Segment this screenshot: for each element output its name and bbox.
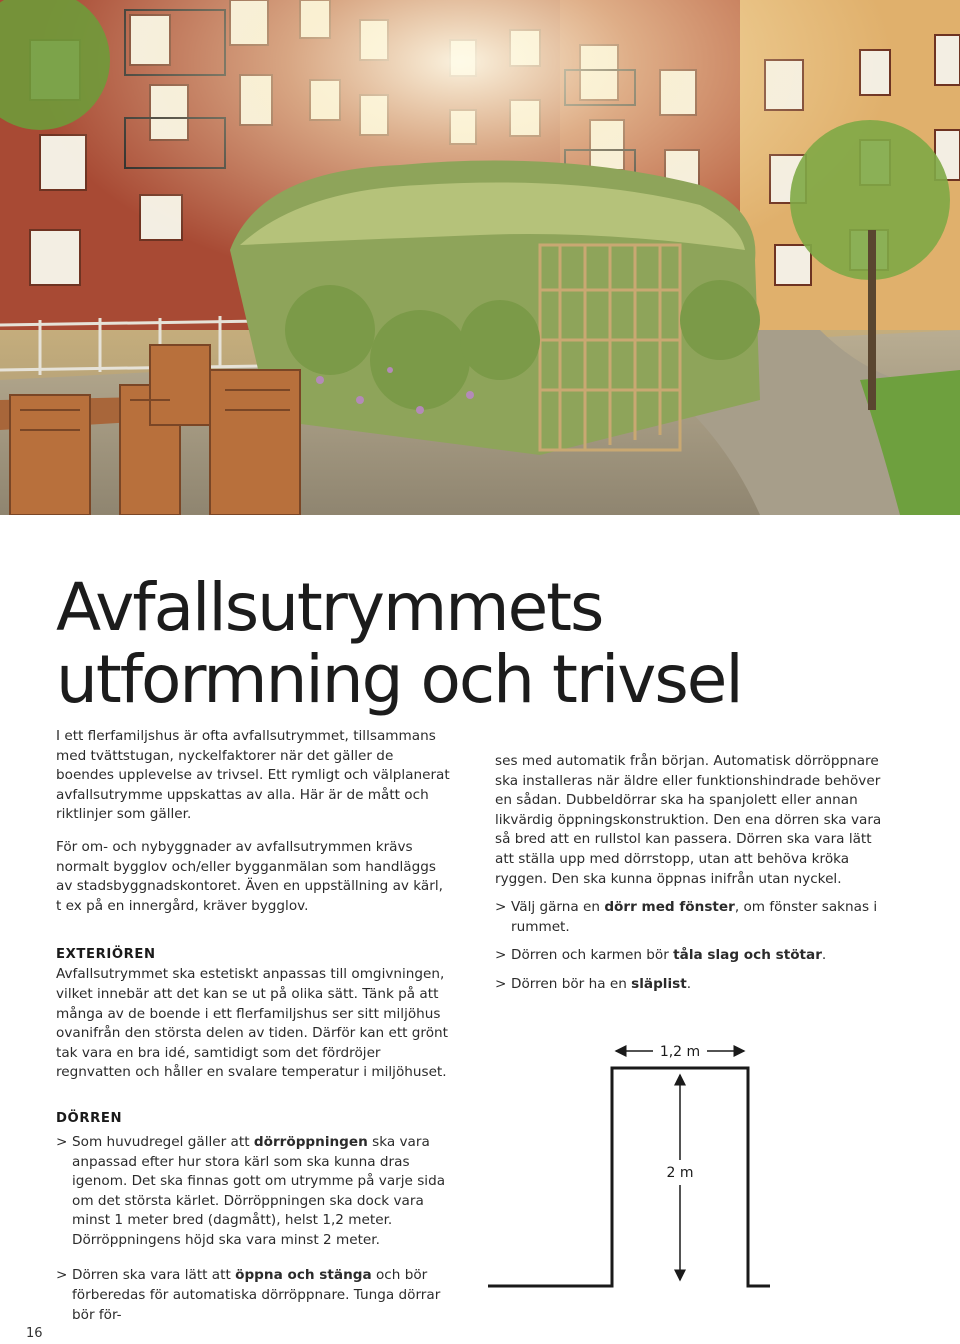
bullet-marker: >	[495, 899, 507, 916]
bold-term: dörröppningen	[253, 1133, 368, 1150]
width-label: 1,2 m	[659, 1044, 701, 1060]
bold-term: dörr med fönster	[604, 899, 735, 916]
door-continued-paragraph: ses med automatik från början. Automatisk dörröppnare ska installeras när äldre eller funktionshindrade behöver en sådan. Dubbeldörrar ska ha spanjolett eller annan likvärdig öppningskonstruktion. Den ena dörren ska vara så bred att en rullstol kan passera. Dörren ska vara lätt att ställa upp med dörrstopp, utan att behöva kröka ryggen. Den ska kunna öppnas inifrån utan nyckel.	[495, 753, 882, 887]
title-line-1: Avfallsutrymmets	[56, 569, 603, 646]
door-bullet-3: > Välj gärna en dörr med fönster, om fönster saknas i rummet.	[495, 899, 878, 935]
right-column	[495, 752, 885, 995]
page-title	[56, 569, 742, 718]
door-bullet-1: > Som huvudregel gäller att dörröppningen ska vara anpassad efter hur stora kärl som ska kunna dras igenom. Det ska finnas gott om utrymme på varje sida om det största kärlet. Dörröppningen ska dock vara minst 1 meter bred (dagmått), helst 1,2 meter. Dörröppningens höjd ska vara minst 2 meter.	[56, 1133, 446, 1248]
intro-paragraph-2: För om- och nybyggnader av avfallsutrymmen krävs normalt bygglov och/eller bygganmälan som handläggs av stadsbyggnadskontoret. Även en uppställning av kärl, t ex på en innergård, kräver bygglov.	[56, 838, 443, 914]
bold-term: tåla slag och stötar	[673, 947, 822, 964]
door-bullet-2: > Dörren ska vara lätt att öppna och stänga och bör förberedas för automatiska dörröppnare. Tunga dörrar bör för-	[56, 1267, 441, 1323]
bullet-marker: >	[495, 975, 507, 992]
title-line-2: utformning och trivsel	[56, 641, 742, 718]
bold-term: öppna och stänga	[235, 1267, 372, 1284]
door-bullet-4: > Dörren och karmen bör tåla slag och stötar.	[495, 946, 885, 966]
bold-term: släplist	[631, 975, 687, 992]
bullet-marker: >	[495, 947, 507, 964]
door-opening-outline	[488, 1068, 770, 1286]
left-column	[56, 727, 451, 1325]
exterior-paragraph: Avfallsutrymmet ska estetiskt anpassas till omgivningen, vilket innebär att det kan se ut på olika sätt. Tänk på att många av de boende i ett flerfamiljshus ser sitt miljöhus ovanifrån den största delen av tiden. Därför kan ett grönt tak vara en bra idé, samtidigt som det fördröjer regnvatten och håller en svalare temperatur i miljöhuset.	[56, 966, 448, 1081]
bullet-marker: >	[56, 1267, 68, 1284]
height-label: 2 m	[666, 1165, 694, 1181]
courtyard-photo	[0, 0, 960, 515]
bullet-marker: >	[56, 1133, 68, 1150]
exterior-heading: EXTERIÖREN	[56, 947, 156, 963]
intro-paragraph-1: I ett flerfamiljshus är ofta avfallsutrymmet, tillsammans med tvättstugan, nyckelfaktorer när det gäller de boendes upplevelse av trivsel. Ett rymligt och välplanerat avfallsutrymme uppskattas av alla. Här är de mått och riktlinjer som gäller.	[56, 728, 450, 823]
door-heading: DÖRREN	[56, 1110, 123, 1126]
door-bullet-5: > Dörren bör ha en släplist.	[495, 975, 885, 995]
page-number: 16	[26, 1326, 43, 1341]
door-dimension-diagram	[470, 1030, 770, 1300]
